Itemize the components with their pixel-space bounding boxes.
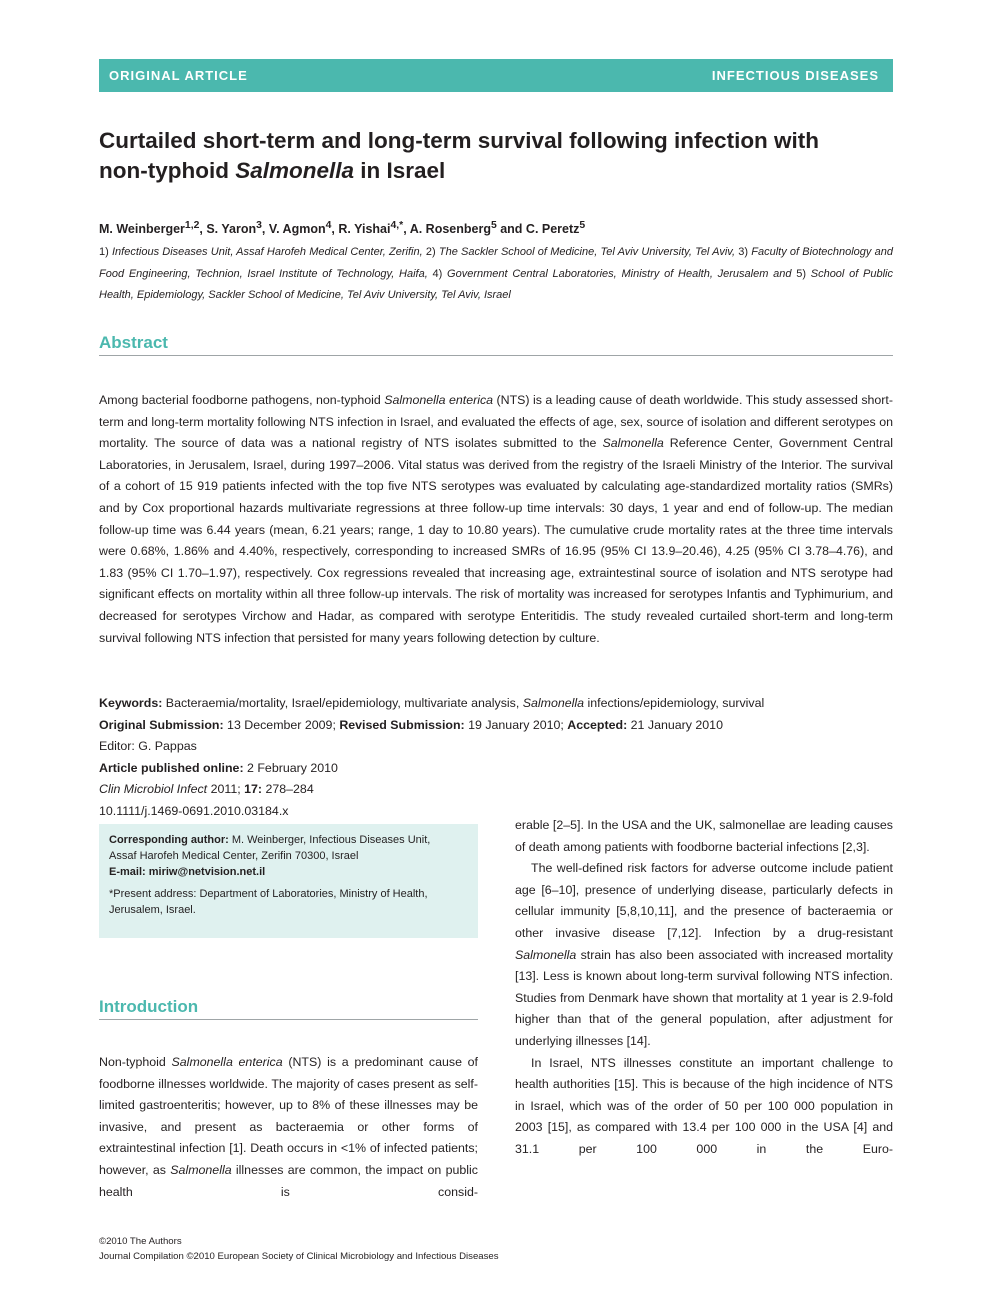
- corresponding-address: Assaf Harofeh Medical Center, Zerifin 70300, Israel: [109, 850, 359, 862]
- title-line-2b: in Israel: [354, 158, 446, 183]
- abstract-body: [99, 390, 893, 649]
- abstract-text: (NTS) is a leading cause of death worldwide. This study assessed short-term and long-term mortality following NTS infection in Israel, and evaluated the effects of age, sex, source of isolation and different serotypes on mortality. The source of data was a national registry of NTS isolates submitted to the: [99, 393, 893, 451]
- author-affil-sup: 5: [490, 220, 497, 231]
- affiliation-number: 5): [796, 267, 811, 280]
- intro-italic: Salmonella: [170, 1162, 232, 1177]
- introduction-right-column: [515, 815, 893, 1161]
- intro-text: strain has also been associated with increased mortality [13]. Less is known about long-term survival following NTS infection. Studies from Denmark have shown that mortality at 1 year is 2.9-fold higher than that of the general population, after adjustment for underlying illnesses [14].: [515, 947, 893, 1048]
- published-online-label: Article published online:: [99, 760, 244, 775]
- keywords-line: [99, 693, 893, 715]
- intro-text: (NTS) is a predominant cause of foodborne illnesses worldwide. The majority of cases present as self-limited gastroenteritis; however, up to 8% of these illnesses may be invasive, and present as bacteraemia or other forms of extraintestinal infection [1]. Death occurs in <1% of infected patients; however, as: [99, 1055, 479, 1177]
- affiliation-text: Faculty of Biotechnology and Food Engineering, Technion, Israel Institute of Technology, Haifa,: [99, 246, 893, 280]
- keywords-text: Bacteraemia/mortality, Israel/epidemiology, multivariate analysis,: [162, 696, 523, 710]
- journal-name: Clin Microbiol Infect: [99, 782, 208, 797]
- article-title: [99, 126, 893, 186]
- intro-text: Non-typhoid: [99, 1055, 172, 1069]
- accepted-label: Accepted:: [567, 717, 628, 732]
- author: S. Yaron: [206, 222, 257, 237]
- corresponding-author-label: Corresponding author:: [109, 834, 229, 846]
- author-separator: ,: [331, 222, 339, 237]
- author-list: [99, 220, 893, 236]
- author-separator: ,: [261, 222, 269, 237]
- doi[interactable]: 10.1111/j.1469-0691.2010.03184.x: [99, 803, 289, 818]
- author-affil-sup: 1,2: [184, 220, 200, 231]
- email-line: [109, 864, 466, 880]
- introduction-heading: Introduction: [99, 997, 478, 1020]
- journal-pages: 278–284: [262, 782, 314, 797]
- correspondence-box: [99, 824, 478, 938]
- journal-year: 2011;: [207, 782, 245, 797]
- present-address-line1: *Present address: Department of Laboratories, Ministry of Health,: [109, 888, 428, 900]
- abstract-heading: Abstract: [99, 333, 893, 356]
- author: M. Weinberger: [99, 222, 185, 237]
- published-online-line: [99, 758, 893, 780]
- revised-submission-date: 19 January 2010;: [464, 717, 568, 732]
- author-affil-sup: 4,*: [390, 220, 404, 231]
- editor-line: Editor: G. Pappas: [99, 739, 197, 754]
- intro-text: The well-defined risk factors for adverse outcome include patient age [6–10], presence of underlying disease, particularly defects in cellular immunity [5,8,10,11], and the presence of bacteraemia or other invasive disease [7,12]. Infection by a drug-resistant: [515, 861, 893, 940]
- page-footer: [99, 1234, 499, 1264]
- abstract-italic: Salmonella enterica: [384, 393, 494, 407]
- author-affil-sup: 3: [256, 220, 262, 231]
- original-submission-label: Original Submission:: [99, 717, 224, 732]
- affiliation-number: 3): [738, 246, 752, 258]
- intro-paragraph-risk-factors: [515, 858, 893, 1052]
- author: R. Yishai: [338, 222, 391, 237]
- article-metadata: [99, 693, 893, 823]
- affiliation-number: 4): [432, 267, 448, 280]
- author-separator: and: [496, 222, 526, 237]
- affiliation-text: The Sackler School of Medicine, Tel Aviv University, Tel Aviv,: [438, 246, 739, 258]
- affiliations: [99, 242, 893, 307]
- subject-label: INFECTIOUS DISEASES: [711, 68, 879, 83]
- accepted-date: 21 January 2010: [627, 717, 723, 732]
- affiliation-number: 1): [99, 246, 112, 258]
- email-link[interactable]: miriw@netvision.net.il: [145, 866, 266, 878]
- introduction-left-column: [99, 1052, 478, 1203]
- journal-volume: 17:: [244, 782, 263, 797]
- affiliation-number: 2): [425, 246, 439, 258]
- section-banner: [99, 59, 893, 92]
- author: C. Peretz: [525, 222, 580, 237]
- title-line-2a: non-typhoid: [99, 158, 236, 183]
- author-separator: ,: [403, 222, 410, 237]
- author: A. Rosenberg: [409, 222, 491, 237]
- affiliation-text: Infectious Diseases Unit, Assaf Harofeh Medical Center, Zerifin,: [112, 246, 426, 258]
- copyright-line: ©2010 The Authors: [99, 1236, 182, 1247]
- intro-paragraph-continued: erable [2–5]. In the USA and the UK, salmonellae are leading causes of death among patients with foodborne bacterial infections [2,3].: [515, 818, 893, 854]
- submission-dates: [99, 715, 893, 737]
- intro-italic: Salmonella enterica: [171, 1055, 283, 1069]
- affiliation-text: Government Central Laboratories, Ministry of Health, Jerusalem and: [447, 267, 797, 280]
- affiliation-text: School of Public Health, Epidemiology, Sackler School of Medicine, Tel Aviv University, Tel Aviv, Israel: [99, 267, 893, 301]
- present-address-line2: Jerusalem, Israel.: [109, 904, 196, 916]
- corresponding-author-line: [109, 832, 466, 848]
- abstract-italic: Salmonella: [602, 436, 664, 451]
- author-affil-sup: 4: [325, 220, 332, 231]
- keywords-label: Keywords:: [99, 696, 163, 710]
- journal-compilation-line: Journal Compilation ©2010 European Society of Clinical Microbiology and Infectious Diseases: [99, 1251, 499, 1262]
- original-submission-date: 13 December 2009;: [223, 717, 340, 732]
- intro-italic: Salmonella: [515, 947, 577, 962]
- email-label: E-mail:: [109, 866, 146, 878]
- revised-submission-label: Revised Submission:: [339, 717, 465, 732]
- author-separator: ,: [199, 222, 207, 237]
- author: V. Agmon: [268, 222, 326, 237]
- article-type-label: ORIGINAL ARTICLE: [109, 68, 248, 83]
- published-online-date: 2 February 2010: [243, 760, 338, 775]
- abstract-text: Reference Center, Government Central Laboratories, in Jerusalem, Israel, during 1997–2006. Vital status was derived from the registry of the Israeli Ministry of the Interior. The survival of a cohort of 15 919 patients infected with the top five NTS serotypes was evaluated by calculating age-standardized mortality ratios (SMRs) and by Cox proportional hazards multivariate regressions at three follow-up time intervals: 30 days, 1 year and end of follow-up. The median follow-up time was 6.44 years (mean, 6.21 years; range, 1 day to 10.80 years). The cumulative crude mortality rates at the three time intervals were 0.68%, 1.86% and 4.40%, respectively, corresponding to increased SMRs of 16.95 (95% CI 13.9–20.46), 4.25 (95% CI 3.78–4.76), and 1.83 (95% CI 1.70–1.97), respectively. Cox regressions revealed that increasing age, extraintestinal source of isolation and NTS serotype had significant effects on mortality within all three follow-up intervals. The risk of mortality was increased for serotypes Infantis and Typhimurium, and decreased for serotypes Virchow and Hadar, as compared with serotype Enteritidis. The study revealed curtailed short-term and long-term survival following NTS infection that persisted for many years following detection by culture.: [99, 436, 893, 645]
- citation-line: [99, 779, 893, 801]
- keywords-italic: Salmonella: [522, 696, 585, 710]
- abstract-text: Among bacterial foodborne pathogens, non-typhoid: [99, 393, 385, 407]
- intro-text: illnesses are common, the impact on public health is consid-: [99, 1162, 478, 1199]
- intro-paragraph-israel: In Israel, NTS illnesses constitute an important challenge to health authorities [15]. This is because of the high incidence of NTS in Israel, which was of the order of 50 per 100 000 population in 2003 [15], as compared with 13.4 per 100 000 in the USA [4] and 31.1 per 100 000 in the Euro-: [515, 1055, 893, 1156]
- title-italic: Salmonella: [235, 158, 355, 183]
- keywords-text: infections/epidemiology, survival: [584, 696, 765, 710]
- author-affil-sup: 5: [579, 220, 586, 231]
- title-line-1: Curtailed short-term and long-term survival following infection with: [99, 128, 820, 153]
- corresponding-author-text: M. Weinberger, Infectious Diseases Unit,: [228, 834, 431, 846]
